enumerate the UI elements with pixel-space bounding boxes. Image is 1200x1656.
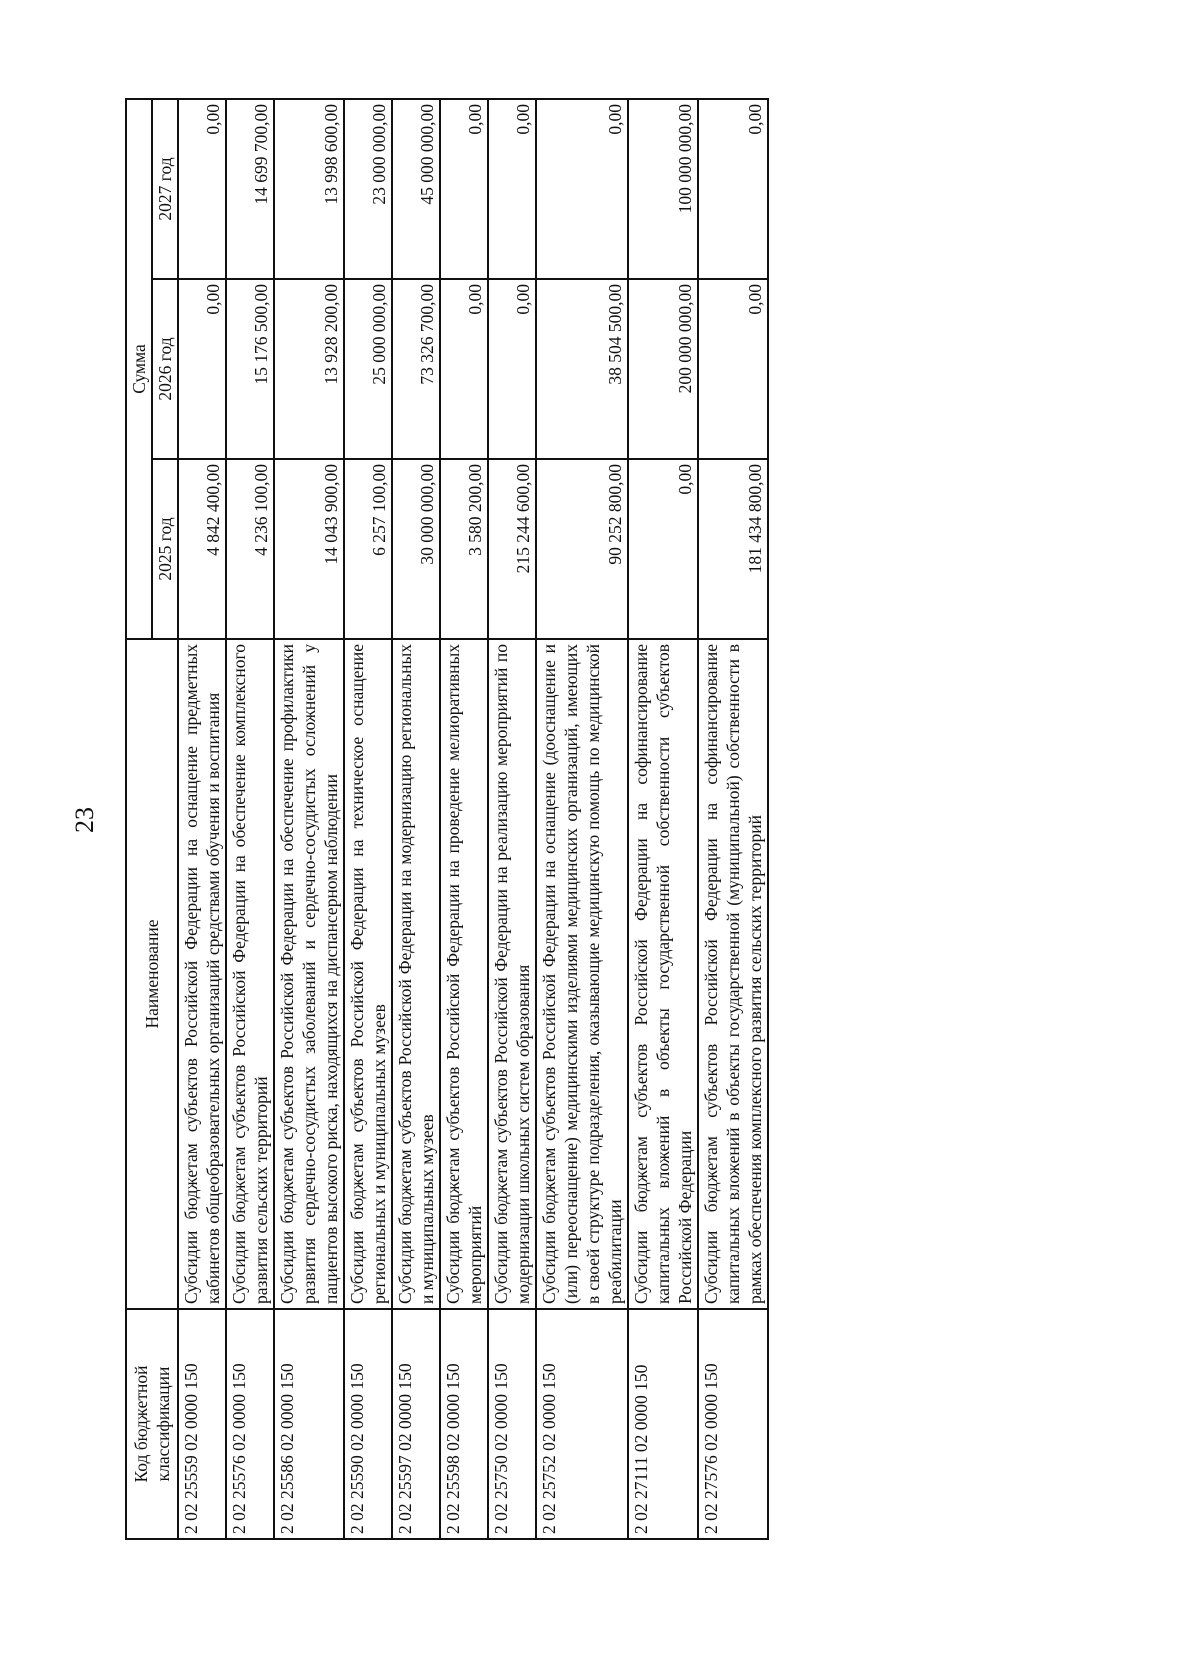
row-code: 2 02 25597 02 0000 150 (392, 1309, 440, 1539)
row-code: 2 02 25750 02 0000 150 (488, 1309, 536, 1539)
row-code: 2 02 25598 02 0000 150 (440, 1309, 488, 1539)
header-name: Наименование (126, 639, 178, 1309)
row-value-2027: 23 000 000,00 (344, 99, 392, 279)
row-value-2027: 0,00 (440, 99, 488, 279)
header-2025: 2025 год (152, 459, 178, 639)
header-2027: 2027 год (152, 99, 178, 279)
page-number: 23 (70, 807, 99, 833)
row-name: Субсидии бюджетам субъектов Российской Федерации на модернизацию региональных и муниципальных музеев (392, 639, 440, 1309)
row-value-2025: 4 236 100,00 (226, 459, 274, 639)
row-value-2026: 13 928 200,00 (274, 279, 344, 459)
row-name: Субсидии бюджетам субъектов Российской Федерации на реализацию мероприятий по модернизации школьных систем образования (488, 639, 536, 1309)
row-value-2026: 25 000 000,00 (344, 279, 392, 459)
row-value-2025: 3 580 200,00 (440, 459, 488, 639)
row-value-2027: 0,00 (536, 99, 628, 279)
row-value-2025: 0,00 (628, 459, 698, 639)
row-code: 2 02 25576 02 0000 150 (226, 1309, 274, 1539)
row-value-2027: 13 998 600,00 (274, 99, 344, 279)
table-row (274, 99, 344, 1539)
row-value-2026: 38 504 500,00 (536, 279, 628, 459)
table-row (440, 99, 488, 1539)
table-row (536, 99, 628, 1539)
row-value-2026: 200 000 000,00 (628, 279, 698, 459)
row-value-2027: 14 699 700,00 (226, 99, 274, 279)
row-name: Субсидии бюджетам субъектов Российской Федерации на оснащение (дооснащение и (или) переоснащение) медицинскими изделиями медицинских организаций, имеющих в своей структуре подразделения, оказывающие медицинскую помощь по медицинской реабилитации (536, 639, 628, 1309)
table-row (698, 99, 768, 1539)
row-name: Субсидии бюджетам субъектов Российской Федерации на обеспечение профилактики развития сердечно-сосудистых заболеваний и сердечно-сосудистых осложнений у пациентов высокого риска, находящихся на диспансерном наблюдении (274, 639, 344, 1309)
row-value-2026: 73 326 700,00 (392, 279, 440, 459)
row-code: 2 02 25590 02 0000 150 (344, 1309, 392, 1539)
row-value-2026: 0,00 (488, 279, 536, 459)
rotated-table-container (125, 100, 1025, 1540)
row-name: Субсидии бюджетам субъектов Российской Федерации на техническое оснащение региональных и муниципальных музеев (344, 639, 392, 1309)
table-row (178, 99, 226, 1539)
table-row (226, 99, 274, 1539)
row-code: 2 02 27111 02 0000 150 (628, 1309, 698, 1539)
table-row (488, 99, 536, 1539)
row-value-2025: 181 434 800,00 (698, 459, 768, 639)
row-name: Субсидии бюджетам субъектов Российской Федерации на оснащение предметных кабинетов общеобразовательных организаций средствами обучения и воспитания (178, 639, 226, 1309)
row-code: 2 02 25586 02 0000 150 (274, 1309, 344, 1539)
row-value-2025: 6 257 100,00 (344, 459, 392, 639)
table-row (628, 99, 698, 1539)
table-row (392, 99, 440, 1539)
row-value-2026: 0,00 (698, 279, 768, 459)
row-value-2026: 15 176 500,00 (226, 279, 274, 459)
row-value-2027: 45 000 000,00 (392, 99, 440, 279)
row-value-2026: 0,00 (178, 279, 226, 459)
row-name: Субсидии бюджетам субъектов Российской Федерации на софинансирование капитальных вложений в объекты государственной собственности субъектов Российской Федерации (628, 639, 698, 1309)
row-value-2025: 90 252 800,00 (536, 459, 628, 639)
header-sum: Сумма (126, 99, 152, 639)
row-name: Субсидии бюджетам субъектов Российской Федерации на проведение мелиоративных мероприятий (440, 639, 488, 1309)
header-code: Код бюджетной классификации (126, 1309, 178, 1539)
row-value-2025: 14 043 900,00 (274, 459, 344, 639)
row-name: Субсидии бюджетам субъектов Российской Федерации на обеспечение комплексного развития сельских территорий (226, 639, 274, 1309)
row-code: 2 02 27576 02 0000 150 (698, 1309, 768, 1539)
table-body (178, 99, 768, 1539)
row-name: Субсидии бюджетам субъектов Российской Федерации на софинансирование капитальных вложений в объекты государственной (муниципальной) собственности в рамках обеспечения комплексного развития сельских территорий (698, 639, 768, 1309)
row-code: 2 02 25752 02 0000 150 (536, 1309, 628, 1539)
row-value-2025: 215 244 600,00 (488, 459, 536, 639)
header-2026: 2026 год (152, 279, 178, 459)
row-value-2027: 0,00 (698, 99, 768, 279)
row-value-2027: 0,00 (488, 99, 536, 279)
row-value-2025: 30 000 000,00 (392, 459, 440, 639)
budget-table (125, 98, 769, 1540)
row-value-2027: 0,00 (178, 99, 226, 279)
row-value-2027: 100 000 000,00 (628, 99, 698, 279)
table-row (344, 99, 392, 1539)
row-value-2026: 0,00 (440, 279, 488, 459)
row-value-2025: 4 842 400,00 (178, 459, 226, 639)
row-code: 2 02 25559 02 0000 150 (178, 1309, 226, 1539)
